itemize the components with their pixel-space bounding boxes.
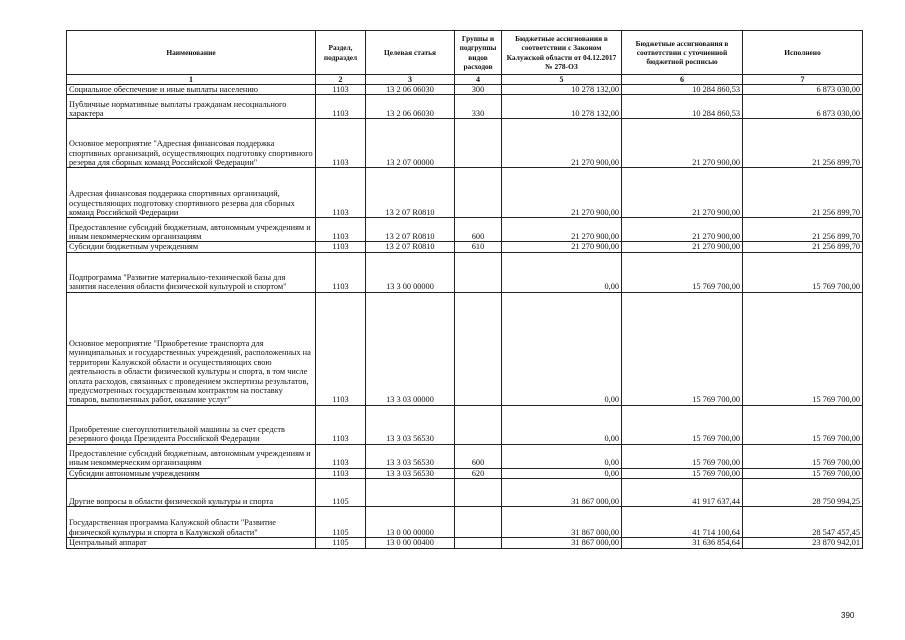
column-number: 5	[502, 75, 622, 85]
table-row	[67, 168, 863, 218]
row-executed: 23 870 942,01	[743, 538, 863, 548]
row-target: 13 3 03 56530	[366, 444, 455, 468]
row-executed: 15 769 700,00	[743, 468, 863, 478]
page-number: 390	[841, 611, 855, 620]
row-name: Предоставление субсидий бюджетным, автономным учреждениям и иным некоммерческим организациям	[67, 444, 316, 468]
header-target: Целевая статья	[366, 31, 455, 75]
column-number: 1	[67, 75, 316, 85]
row-section: 1103	[316, 218, 366, 242]
row-name: Субсидии бюджетным учреждениям	[67, 242, 316, 252]
row-law: 0,00	[502, 468, 622, 478]
row-name: Приобретение снегоуплотнительной машины за счет средств резервного фонда Президента Российской Федерации	[67, 405, 316, 444]
row-target: 13 2 06 06030	[366, 95, 455, 119]
column-number: 2	[316, 75, 366, 85]
row-name: Другие вопросы в области физической культуры и спорта	[67, 479, 316, 507]
row-group: 330	[455, 95, 502, 119]
row-target: 13 2 07 R0810	[366, 218, 455, 242]
row-group	[455, 479, 502, 507]
row-executed: 15 769 700,00	[743, 444, 863, 468]
row-name: Социальное обеспечение и иные выплаты населению	[67, 85, 316, 95]
row-executed: 15 769 700,00	[743, 292, 863, 405]
table-row	[67, 292, 863, 405]
header-executed: Исполнено	[743, 31, 863, 75]
row-law: 31 867 000,00	[502, 479, 622, 507]
row-law: 0,00	[502, 405, 622, 444]
row-section: 1103	[316, 444, 366, 468]
row-law: 21 270 900,00	[502, 218, 622, 242]
row-name: Государственная программа Калужской области "Развитие физической культуры и спорта в Калужской области"	[67, 507, 316, 538]
row-group	[455, 252, 502, 292]
row-law: 10 278 132,00	[502, 95, 622, 119]
row-executed: 28 750 994,25	[743, 479, 863, 507]
table-row	[67, 468, 863, 478]
row-section: 1103	[316, 168, 366, 218]
budget-table	[66, 30, 863, 549]
row-group	[455, 405, 502, 444]
row-group	[455, 538, 502, 548]
row-target: 13 2 06 06030	[366, 85, 455, 95]
table-row	[67, 252, 863, 292]
header-name: Наименование	[67, 31, 316, 75]
row-refined: 21 270 900,00	[622, 242, 743, 252]
row-law: 0,00	[502, 252, 622, 292]
row-group	[455, 507, 502, 538]
row-group	[455, 292, 502, 405]
column-number: 6	[622, 75, 743, 85]
row-section: 1103	[316, 242, 366, 252]
row-refined: 15 769 700,00	[622, 444, 743, 468]
column-number-row	[67, 75, 863, 85]
row-refined: 21 270 900,00	[622, 168, 743, 218]
row-group: 620	[455, 468, 502, 478]
table-body	[67, 85, 863, 549]
header-row	[67, 31, 863, 75]
row-name: Адресная финансовая поддержка спортивных организаций, осуществляющих подготовку спортивного резерва для сборных команд Российской Федерации	[67, 168, 316, 218]
row-refined: 15 769 700,00	[622, 252, 743, 292]
table-row	[67, 538, 863, 548]
row-refined: 15 769 700,00	[622, 292, 743, 405]
row-executed: 6 873 030,00	[743, 95, 863, 119]
row-executed: 21 256 899,70	[743, 168, 863, 218]
row-section: 1103	[316, 252, 366, 292]
row-group: 600	[455, 444, 502, 468]
row-refined: 31 636 854,64	[622, 538, 743, 548]
row-refined: 10 284 860,53	[622, 85, 743, 95]
row-refined: 41 714 100,64	[622, 507, 743, 538]
row-law: 0,00	[502, 292, 622, 405]
row-target: 13 3 03 00000	[366, 292, 455, 405]
row-law: 31 867 000,00	[502, 507, 622, 538]
row-executed: 28 547 457,45	[743, 507, 863, 538]
row-refined: 15 769 700,00	[622, 405, 743, 444]
row-name: Субсидии автономным учреждениям	[67, 468, 316, 478]
row-target: 13 0 00 00000	[366, 507, 455, 538]
row-refined: 15 769 700,00	[622, 468, 743, 478]
row-section: 1103	[316, 95, 366, 119]
row-refined: 21 270 900,00	[622, 119, 743, 168]
row-executed: 15 769 700,00	[743, 405, 863, 444]
row-section: 1103	[316, 292, 366, 405]
column-number: 4	[455, 75, 502, 85]
table-row	[67, 95, 863, 119]
header-refined: Бюджетные ассигнования в соответствии с уточненной бюджетной росписью	[622, 31, 743, 75]
table-row	[67, 119, 863, 168]
row-group: 300	[455, 85, 502, 95]
row-group	[455, 119, 502, 168]
row-section: 1105	[316, 538, 366, 548]
row-section: 1103	[316, 85, 366, 95]
row-name: Центральный аппарат	[67, 538, 316, 548]
row-law: 21 270 900,00	[502, 168, 622, 218]
table-row	[67, 507, 863, 538]
row-group: 610	[455, 242, 502, 252]
row-target	[366, 479, 455, 507]
row-section: 1105	[316, 479, 366, 507]
row-target: 13 2 07 R0810	[366, 168, 455, 218]
row-section: 1103	[316, 119, 366, 168]
row-target: 13 2 07 00000	[366, 119, 455, 168]
column-number: 7	[743, 75, 863, 85]
row-group: 600	[455, 218, 502, 242]
row-group	[455, 168, 502, 218]
table-row	[67, 218, 863, 242]
row-name: Подпрограмма "Развитие материально-технической базы для занятия населения области физической культурой и спортом"	[67, 252, 316, 292]
column-number: 3	[366, 75, 455, 85]
header-section: Раздел, подраздел	[316, 31, 366, 75]
row-executed: 6 873 030,00	[743, 85, 863, 95]
row-name: Основное мероприятие "Приобретение транспорта для муниципальных и государственных учреждений, расположенных на территории Калужской области и осуществляющих свою деятельность в области физической культуры и спорта, в том числе оплата расходов, связанных с проведением экспертизы результатов, предусмотренных государственным контрактом на поставку товаров, выполненных работ, оказание услуг"	[67, 292, 316, 405]
row-section: 1105	[316, 507, 366, 538]
row-name: Основное мероприятие "Адресная финансовая поддержка спортивных организаций, осуществляющих подготовку спортивного резерва для сборных команд Российской Федерации"	[67, 119, 316, 168]
row-law: 21 270 900,00	[502, 242, 622, 252]
row-target: 13 3 00 00000	[366, 252, 455, 292]
row-law: 0,00	[502, 444, 622, 468]
row-executed: 15 769 700,00	[743, 252, 863, 292]
row-target: 13 3 03 56530	[366, 468, 455, 478]
table-row	[67, 405, 863, 444]
row-section: 1103	[316, 468, 366, 478]
row-refined: 10 284 860,53	[622, 95, 743, 119]
row-executed: 21 256 899,70	[743, 242, 863, 252]
header-groups: Группы и подгруппы видов расходов	[455, 31, 502, 75]
row-refined: 21 270 900,00	[622, 218, 743, 242]
row-name: Публичные нормативные выплаты гражданам несоциального характера	[67, 95, 316, 119]
header-law: Бюджетные ассигнования в соответствии с Законом Калужской области от 04.12.2017 № 278-ОЗ	[502, 31, 622, 75]
row-target: 13 0 00 00400	[366, 538, 455, 548]
row-section: 1103	[316, 405, 366, 444]
table-row	[67, 479, 863, 507]
row-law: 31 867 000,00	[502, 538, 622, 548]
row-law: 21 270 900,00	[502, 119, 622, 168]
row-target: 13 2 07 R0810	[366, 242, 455, 252]
table-row	[67, 242, 863, 252]
row-executed: 21 256 899,70	[743, 218, 863, 242]
table-row	[67, 85, 863, 95]
row-refined: 41 917 637,44	[622, 479, 743, 507]
table-row	[67, 444, 863, 468]
row-law: 10 278 132,00	[502, 85, 622, 95]
row-target: 13 3 03 56530	[366, 405, 455, 444]
row-executed: 21 256 899,70	[743, 119, 863, 168]
row-name: Предоставление субсидий бюджетным, автономным учреждениям и иным некоммерческим организациям	[67, 218, 316, 242]
